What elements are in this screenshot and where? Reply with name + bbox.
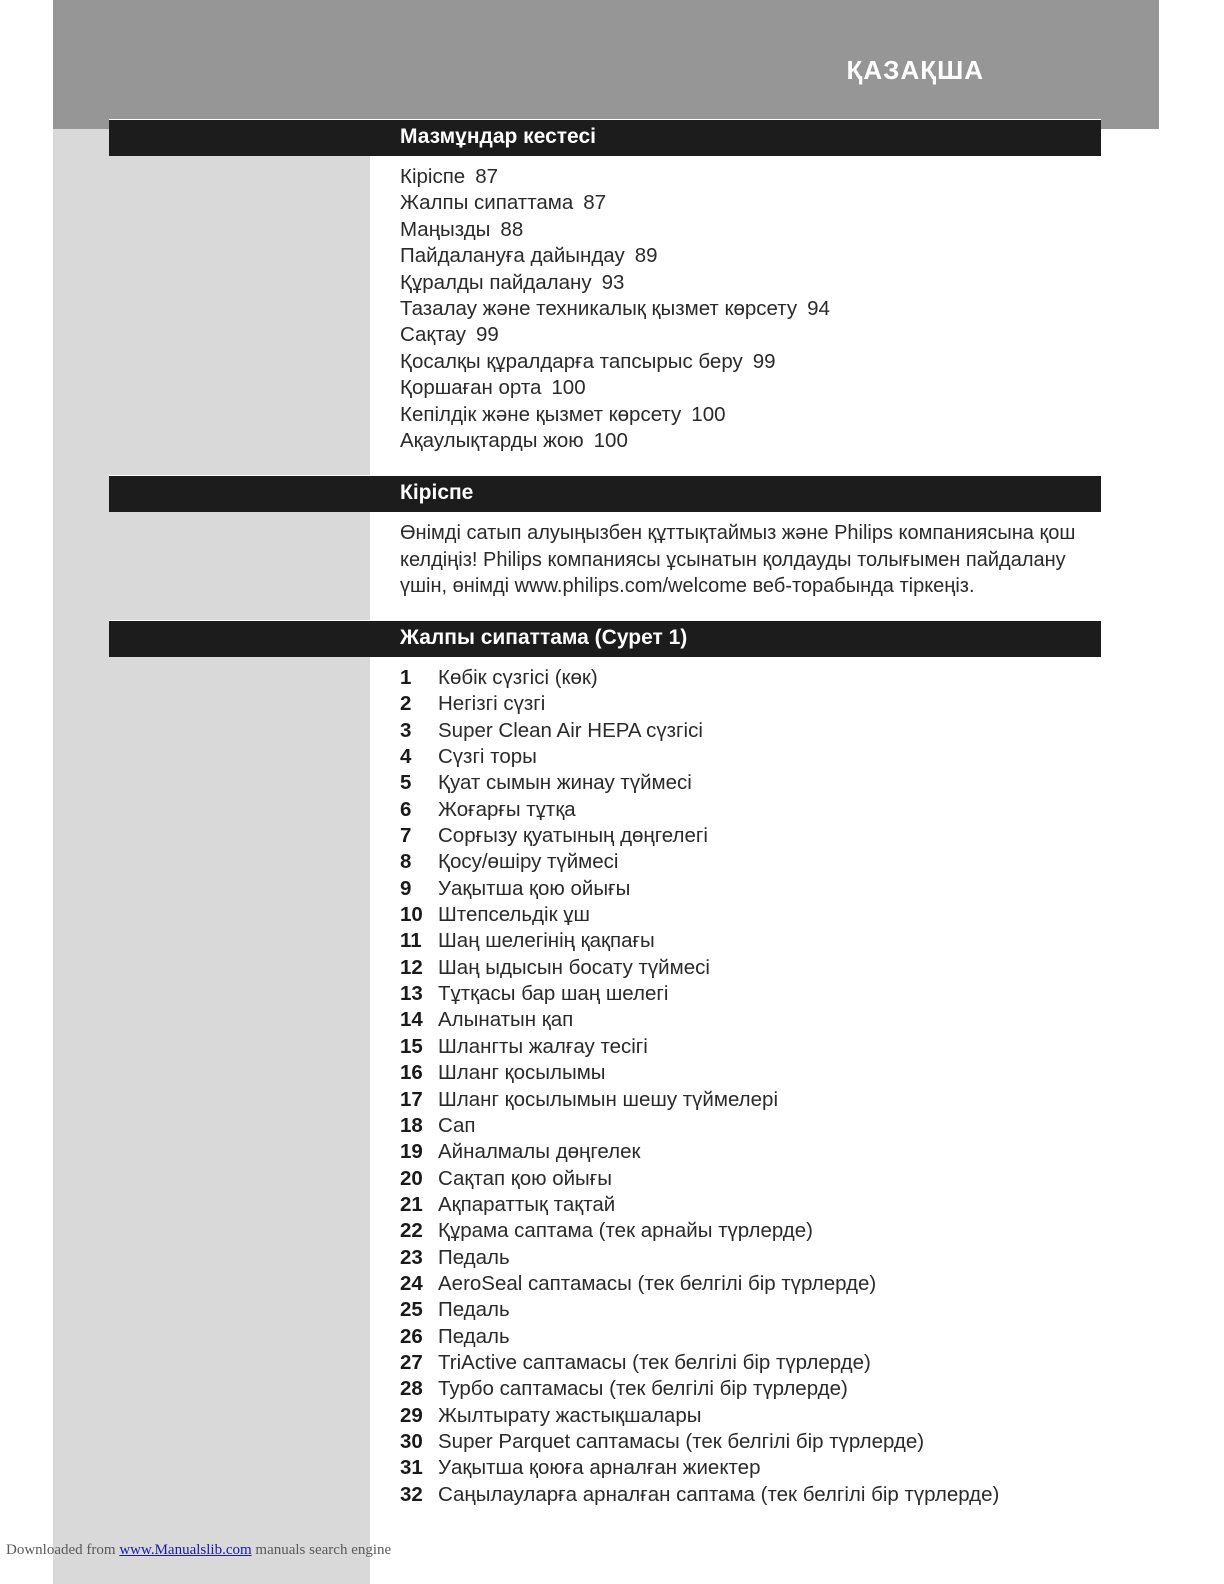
- list-item: [400, 1455, 999, 1481]
- item-label: Шланг қосылымы: [438, 1061, 606, 1085]
- toc-entry[interactable]: [400, 375, 830, 401]
- item-number: 24: [400, 1271, 423, 1295]
- item-label: Шланг қосылымын шешу түймелері: [438, 1087, 779, 1111]
- description-list: [400, 665, 999, 1508]
- toc-entry[interactable]: [400, 296, 830, 322]
- intro-paragraph: Өнімді сатып алуыңызбен құттықтаймыз және Philips компаниясына қош келдіңіз! Philips компаниясы ұсынатын қолдауды толығымен пайдалану үшін, өнімді www.philips.com/welcome веб-торабында тіркеңіз.: [400, 522, 1076, 597]
- list-item: [400, 1060, 999, 1086]
- toc-entry-page: 99: [752, 349, 776, 373]
- item-number: 12: [400, 955, 423, 979]
- toc-entry-page: 100: [593, 428, 628, 452]
- item-number: 18: [400, 1113, 423, 1137]
- toc-entry-title: Жалпы сипаттама: [400, 191, 574, 215]
- item-label: Педаль: [438, 1298, 510, 1322]
- item-number: 2: [400, 692, 412, 716]
- list-item: [400, 1034, 999, 1060]
- item-number: 1: [400, 666, 412, 689]
- item-label: Айналмалы дөңгелек: [438, 1140, 641, 1164]
- item-number: 5: [400, 771, 412, 795]
- item-number: 30: [400, 1429, 423, 1453]
- item-label: Саңылауларға арналған саптама (тек белгілі бір түрлерде): [438, 1482, 1000, 1506]
- list-item: [400, 1245, 999, 1271]
- toc-entry-title: Кіріспе: [400, 165, 466, 188]
- toc-entry-page: 100: [691, 402, 726, 426]
- list-item: [400, 902, 999, 928]
- item-number: 20: [400, 1166, 423, 1190]
- item-number: 26: [400, 1324, 423, 1348]
- item-label: Қосу/өшіру түймесі: [438, 850, 619, 874]
- list-item: [400, 1324, 999, 1350]
- item-number: 29: [400, 1403, 423, 1427]
- toc-entry[interactable]: [400, 243, 830, 269]
- item-label: TriActive саптамасы (тек белгілі бір түрлерде): [438, 1350, 871, 1374]
- item-label: Көбік сүзгісі (көк): [438, 666, 598, 689]
- list-item: [400, 718, 999, 744]
- item-label: Сақтап қою ойығы: [438, 1166, 612, 1190]
- item-label: Педаль: [438, 1245, 510, 1269]
- toc-entry-title: Қосалқы құралдарға тапсырыс беру: [400, 349, 743, 373]
- item-label: Шаң шелегінің қақпағы: [438, 929, 655, 953]
- item-label: Сап: [438, 1113, 476, 1137]
- item-number: 3: [400, 718, 412, 742]
- toc-heading-bar: [109, 119, 1101, 156]
- list-item: [400, 849, 999, 875]
- toc-entry-title: Ақаулықтарды жою: [400, 428, 584, 452]
- toc-entry-title: Кепілдік және қызмет көрсету: [400, 402, 682, 426]
- item-label: Уақытша қою ойығы: [438, 876, 631, 900]
- toc-entry-page: 100: [551, 376, 586, 400]
- item-number: 13: [400, 982, 423, 1006]
- list-item: [400, 1403, 999, 1429]
- item-number: 31: [400, 1456, 423, 1480]
- item-label: Шаң ыдысын босату түймесі: [438, 955, 710, 979]
- toc-entry-page: 94: [807, 296, 830, 320]
- item-label: Шлангты жалғау тесігі: [438, 1034, 648, 1058]
- toc-entry[interactable]: [400, 428, 830, 454]
- list-item: [400, 744, 999, 770]
- intro-heading-bar: [109, 475, 1101, 512]
- item-label: Уақытша қоюға арналған жиектер: [438, 1456, 761, 1480]
- list-item: [400, 876, 999, 902]
- item-number: 32: [400, 1482, 423, 1506]
- item-label: Сорғызу қуатының дөңгелегі: [438, 824, 708, 848]
- toc-entry-title: Маңызды: [400, 217, 491, 241]
- item-number: 6: [400, 797, 412, 821]
- item-label: AeroSeal саптамасы (тек белгілі бір түрлерде): [438, 1271, 877, 1295]
- toc-entry[interactable]: [400, 217, 830, 243]
- list-item: [400, 1007, 999, 1033]
- list-item: [400, 1139, 999, 1165]
- item-label: Super Parquet саптамасы (тек белгілі бір түрлерде): [438, 1429, 925, 1453]
- list-item: [400, 1297, 999, 1323]
- item-label: Жылтырату жастықшалары: [438, 1403, 702, 1427]
- item-label: Құрама саптама (тек арнайы түрлерде): [438, 1219, 813, 1243]
- list-item: [400, 981, 999, 1007]
- item-number: 4: [400, 745, 412, 769]
- list-item: [400, 770, 999, 796]
- list-item: [400, 1218, 999, 1244]
- left-margin-band: [53, 0, 370, 1584]
- toc-entry-page: 93: [601, 270, 625, 294]
- item-label: Сүзгі торы: [438, 745, 537, 769]
- list-item: [400, 1482, 999, 1508]
- item-number: 10: [400, 903, 423, 927]
- list-item: [400, 1087, 999, 1113]
- toc-entry-title: Сақтау: [400, 323, 466, 347]
- list-item: [400, 665, 999, 691]
- toc-entry-title: Қоршаған орта: [400, 376, 542, 400]
- toc-entry[interactable]: [400, 270, 830, 296]
- list-item: [400, 928, 999, 954]
- item-label: Алынатын қап: [438, 1008, 574, 1032]
- list-item: [400, 1271, 999, 1297]
- item-number: 28: [400, 1377, 423, 1401]
- list-item: [400, 1429, 999, 1455]
- list-item: [400, 1166, 999, 1192]
- item-number: 14: [400, 1008, 423, 1032]
- item-label: Негізгі сүзгі: [438, 692, 546, 716]
- item-number: 17: [400, 1087, 423, 1111]
- toc-entry-page: 87: [583, 191, 607, 215]
- item-label: Ақпараттық тақтай: [438, 1192, 616, 1216]
- item-number: 8: [400, 850, 412, 874]
- list-item: [400, 955, 999, 981]
- item-label: Қуат сымын жинау түймесі: [438, 771, 692, 795]
- list-item: [400, 1113, 999, 1139]
- page-header: [53, 0, 1159, 129]
- toc-entry[interactable]: [400, 349, 830, 375]
- toc-entry-page: 88: [500, 217, 524, 241]
- language-title: ҚАЗАҚША: [846, 55, 984, 85]
- download-footer: [6, 1542, 391, 1559]
- footer-suffix: manuals search engine: [255, 1542, 392, 1558]
- item-number: 16: [400, 1061, 423, 1085]
- item-number: 23: [400, 1245, 423, 1269]
- toc-entry-page: 99: [475, 323, 499, 347]
- item-label: Педаль: [438, 1324, 510, 1348]
- item-label: Жоғарғы тұтқа: [438, 797, 576, 821]
- item-number: 22: [400, 1219, 423, 1243]
- item-number: 21: [400, 1192, 423, 1216]
- toc-heading: Мазмұндар кестесі: [400, 125, 596, 148]
- toc-entry-title: Құралды пайдалану: [400, 270, 592, 294]
- item-number: 25: [400, 1298, 423, 1322]
- list-item: [400, 1350, 999, 1376]
- description-heading: Жалпы сипаттама (Сурет 1): [400, 626, 688, 649]
- item-number: 9: [400, 876, 412, 900]
- list-item: [400, 797, 999, 823]
- description-heading-bar: [109, 620, 1101, 657]
- item-label: Турбо саптамасы (тек белгілі бір түрлерде): [438, 1377, 848, 1401]
- toc-entry[interactable]: [400, 190, 830, 216]
- item-label: Штепсельдік ұш: [438, 903, 590, 927]
- list-item: [400, 823, 999, 849]
- toc-entry[interactable]: [400, 322, 830, 348]
- toc-entry-title: Пайдалануға дайындау: [400, 244, 625, 268]
- toc-entry-title: Тазалау және техникалық қызмет көрсету: [400, 296, 798, 320]
- list-item: [400, 691, 999, 717]
- toc-entry[interactable]: [400, 402, 830, 428]
- manualslib-link[interactable]: www.Manualslib.com: [119, 1542, 252, 1558]
- list-item: [400, 1192, 999, 1218]
- item-number: 7: [400, 824, 412, 848]
- footer-prefix: Downloaded from: [6, 1542, 116, 1558]
- item-label: Тұтқасы бар шаң шелегі: [438, 982, 669, 1006]
- item-label: Super Clean Air HEPA сүзгісі: [438, 718, 703, 742]
- item-number: 19: [400, 1140, 423, 1164]
- list-item: [400, 1376, 999, 1402]
- toc-entry-page: 89: [634, 244, 658, 268]
- item-number: 27: [400, 1350, 423, 1374]
- toc-entry[interactable]: [400, 164, 830, 190]
- toc-entry-page: 87: [475, 165, 499, 188]
- item-number: 15: [400, 1034, 423, 1058]
- table-of-contents: [400, 164, 830, 454]
- intro-heading: Кіріспе: [400, 481, 474, 504]
- item-number: 11: [400, 929, 422, 953]
